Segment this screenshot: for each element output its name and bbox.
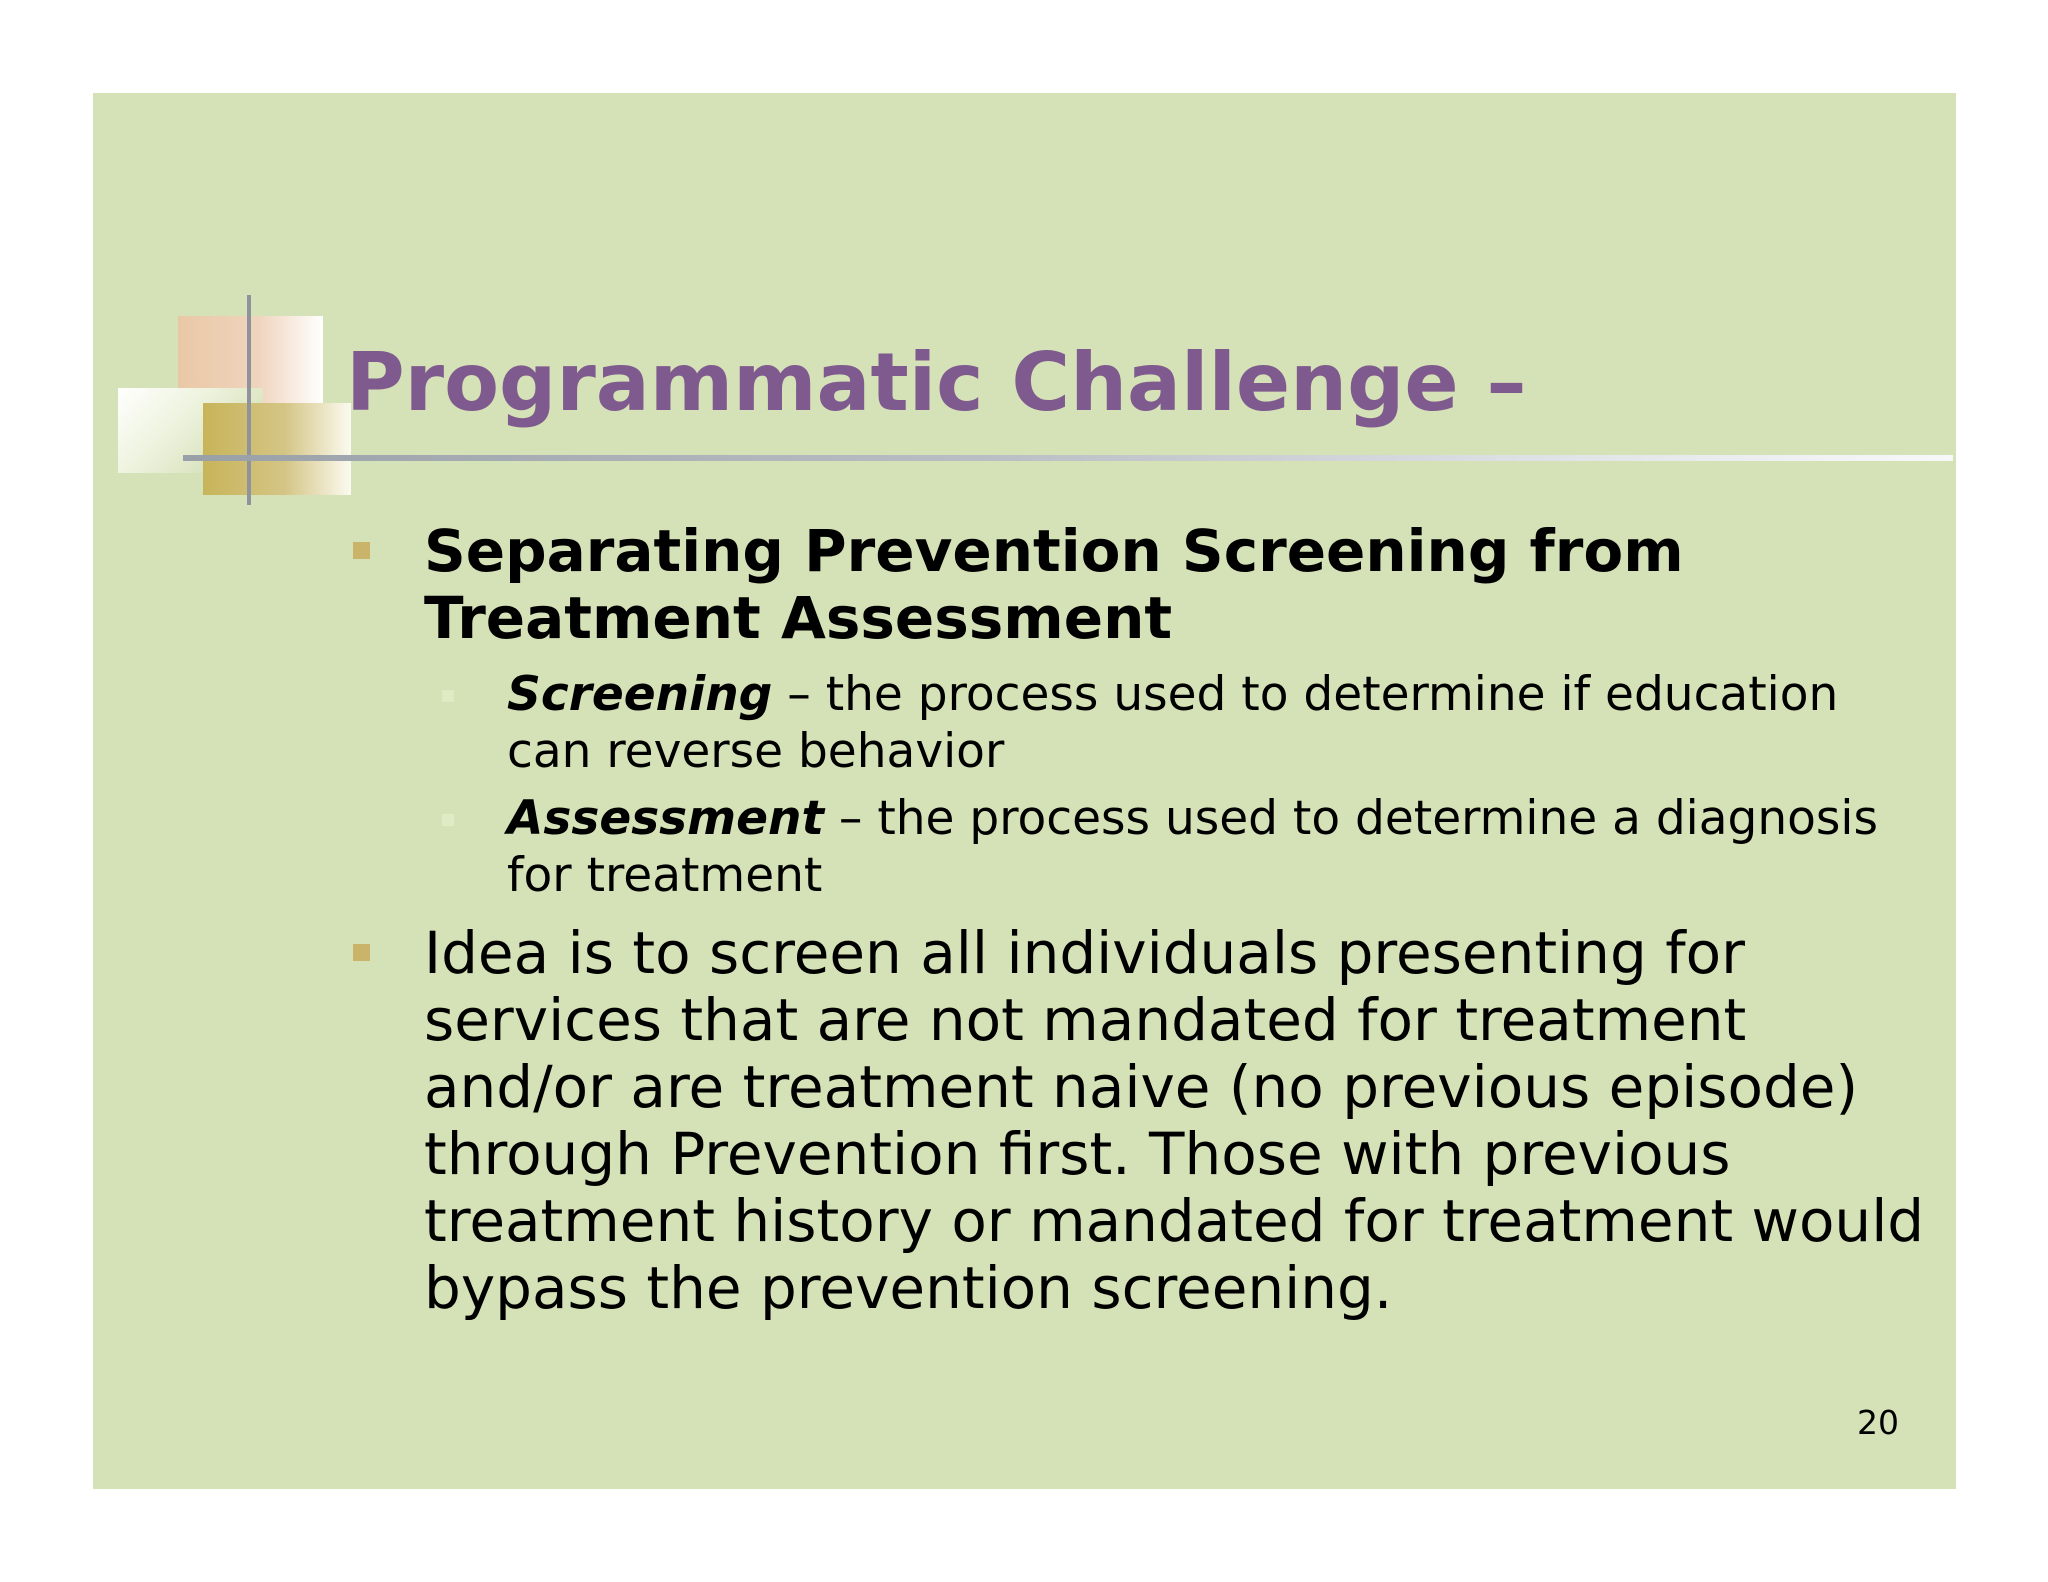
sub-bullet-item xyxy=(353,790,1933,904)
square-bullet-icon xyxy=(353,542,370,559)
sub-bullet-term: Screening xyxy=(507,667,773,722)
bullet-item xyxy=(353,518,1933,652)
decorative-vertical-line xyxy=(247,295,251,505)
square-bullet-icon xyxy=(442,690,454,702)
square-bullet-icon xyxy=(353,944,370,961)
sub-bullet-definition: – the process used to determine if education can reverse behavior xyxy=(507,667,1839,779)
slide-title: Programmatic Challenge – xyxy=(346,336,1527,429)
square-bullet-icon xyxy=(442,814,454,826)
decorative-square-gold xyxy=(203,403,351,495)
sub-bullet-item xyxy=(353,666,1933,780)
sub-bullet-definition: – the process used to determine a diagnosis for treatment xyxy=(507,791,1878,903)
bullet-item xyxy=(353,920,1933,1322)
slide-page-number: 20 xyxy=(1857,1403,1899,1442)
slide-content xyxy=(353,518,1933,1322)
sub-bullet-list xyxy=(353,666,1933,904)
title-underline-divider xyxy=(183,455,1953,461)
slide xyxy=(93,93,1956,1489)
bullet-text: Separating Prevention Screening from Treatment Assessment xyxy=(424,517,1684,652)
sub-bullet-term: Assessment xyxy=(507,791,824,846)
bullet-text: Idea is to screen all individuals presenting for services that are not mandated for treatment and/or are treatment naive (no previous episode) through Prevention first. Those with previous treatment history or mandated for treatment would bypass the prevention screening. xyxy=(424,919,1925,1322)
